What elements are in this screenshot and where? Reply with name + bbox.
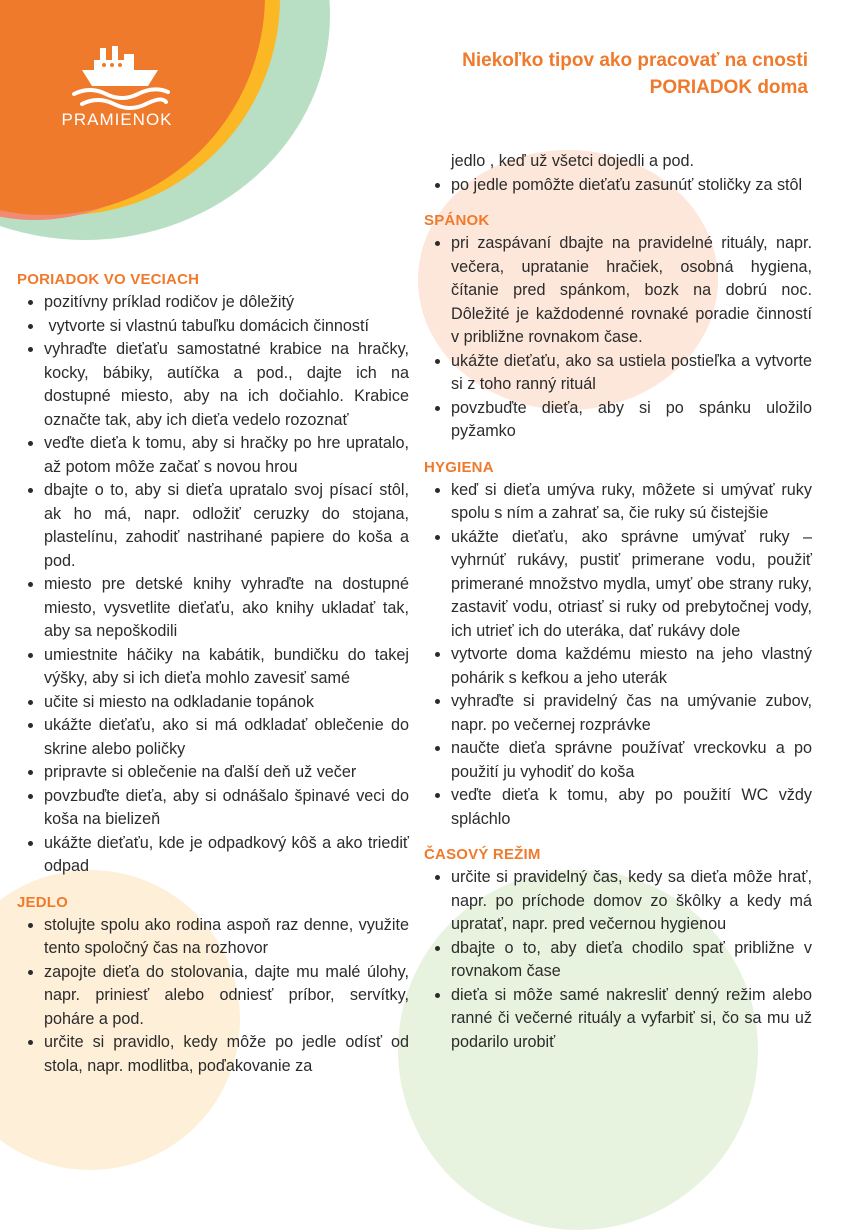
page-title-line1: Niekoľko tipov ako pracovať na cnosti (462, 50, 808, 71)
list-item: • pripravte si oblečenie na ďalší deň už večer (44, 761, 409, 785)
list-item: • naučte dieťa správne používať vreckovku a po použití ju vyhodiť do koša (451, 737, 812, 784)
list-item: • stolujte spolu ako rodina aspoň raz denne, využite tento spoločný čas na rozhovor (44, 914, 409, 961)
section-heading-poriadok: PORIADOK VO VECIACH (17, 271, 200, 288)
list-item: • dbajte o to, aby dieťa chodilo spať približne v rovnakom čase (451, 937, 812, 984)
list-hygiena (424, 479, 812, 832)
left-column (17, 268, 409, 1090)
list-item: • učite si miesto na odkladanie topánok (44, 691, 409, 715)
list-item: • povzbuďte dieťa, aby si po spánku uložilo pyžamko (451, 397, 812, 444)
section-heading-hygiena: HYGIENA (424, 458, 494, 476)
list-jedlo-more (424, 174, 812, 198)
list-item: • dieťa si môže samé nakresliť denný režim alebo ranné či večerné rituály a vyfarbiť si, čo sa mu už podarilo urobiť (451, 984, 812, 1055)
list-item: • zapojte dieťa do stolovania, dajte mu malé úlohy, napr. priniesť alebo odniesť príbor, servítky, poháre a pod. (44, 961, 409, 1032)
list-item: • miesto pre detské knihy vyhraďte na dostupné miesto, vysvetlite dieťaťu, ako knihy ukladať tak, aby sa nepoškodili (44, 573, 409, 644)
list-item: • umiestnite háčiky na kabátik, bundičku do takej výšky, aby si ich dieťa mohlo zavesiť samé (44, 644, 409, 691)
list-jedlo (17, 914, 409, 1079)
list-item: • ukážte dieťaťu, ako si má odkladať oblečenie do skrine alebo poličky (44, 714, 409, 761)
page-title (368, 48, 808, 101)
list-item: • ukážte dieťaťu, kde je odpadkový kôš a ako triediť odpad (44, 832, 409, 879)
section-heading-jedlo: JEDLO (17, 893, 69, 911)
list-item: • po jedle pomôžte dieťaťu zasunúť stoličky za stôl (451, 174, 812, 198)
list-spanok (424, 232, 812, 444)
list-item: • dbajte o to, aby si dieťa upratalo svoj písací stôl, ak ho má, napr. odložiť ceruzky do stojana, plastelínu, zahodiť nastrihané papiere do koša a pod. (44, 479, 409, 573)
list-item: • keď si dieťa umýva ruky, môžete si umývať ruky spolu s ním a zahrať sa, čie ruky sú čistejšie (451, 479, 812, 526)
list-casovy-rezim (424, 866, 812, 1054)
list-jedlo-continued (424, 150, 812, 174)
list-poriadok (17, 291, 409, 879)
section-heading-casovy-rezim: ČASOVÝ REŽIM (424, 846, 541, 863)
list-item: • veďte dieťa k tomu, aby po použití WC vždy spláchlo (451, 784, 812, 831)
list-item: • veďte dieťa k tomu, aby si hračky po hre upratalo, až potom môže začať s novou hrou (44, 432, 409, 479)
list-item: • vytvorte doma každému miesto na jeho vlastný pohárik s kefkou a jeho uterák (451, 643, 812, 690)
list-item: • ukážte dieťaťu, ako správne umývať ruky – vyhrnúť rukávy, pustiť primerane vodu, použiť primerané množstvo mydla, umyť obe strany ruky, zastaviť vodu, otriasť si ruky od prebytočnej vody, ich utrieť ich do uteráka, dať rukávy dole (451, 526, 812, 644)
brand-name: PRAMIENOK (61, 110, 173, 129)
list-item: • pozitívny príklad rodičov je dôležitý (44, 291, 409, 315)
list-item: • pri zaspávaní dbajte na pravidelné rituály, napr. večera, upratanie hračiek, osobná hygiena, čítanie pred spánkom, bozk na dobrú noc. Dôležité je každodenné rovnaké poradie činností v približne rovnakom čase. (451, 232, 812, 350)
page-title-line2: PORIADOK doma (649, 76, 808, 98)
right-column (424, 150, 812, 1066)
list-item: • vytvorte si vlastnú tabuľku domácich činností (44, 315, 409, 339)
list-item-continuation: jedlo , keď už všetci dojedli a pod. (451, 152, 695, 170)
section-heading-spanok: SPÁNOK (424, 212, 490, 229)
list-item: • povzbuďte dieťa, aby si odnášalo špinavé veci do koša na bielizeň (44, 785, 409, 832)
list-item: • ukážte dieťaťu, ako sa ustiela postieľka a vytvorte si z toho ranný rituál (451, 350, 812, 397)
list-item: • vyhraďte si pravidelný čas na umývanie zubov, napr. po večernej rozprávke (451, 690, 812, 737)
list-item: • určite si pravidlo, kedy môže po jedle odísť od stola, napr. modlitba, poďakovanie za (44, 1031, 409, 1078)
list-item: • určite si pravidelný čas, kedy sa dieťa môže hrať, napr. po príchode domov zo škôlky a kedy má upratať, napr. pred večernou hygienou (451, 866, 812, 937)
list-item: • vyhraďte dieťaťu samostatné krabice na hračky, kocky, bábiky, autíčka a pod., dajte ich na dostupné miesto, aby na ich dočiahlo. Krabice označte tak, aby ich dieťa vedelo rozoznať (44, 338, 409, 432)
